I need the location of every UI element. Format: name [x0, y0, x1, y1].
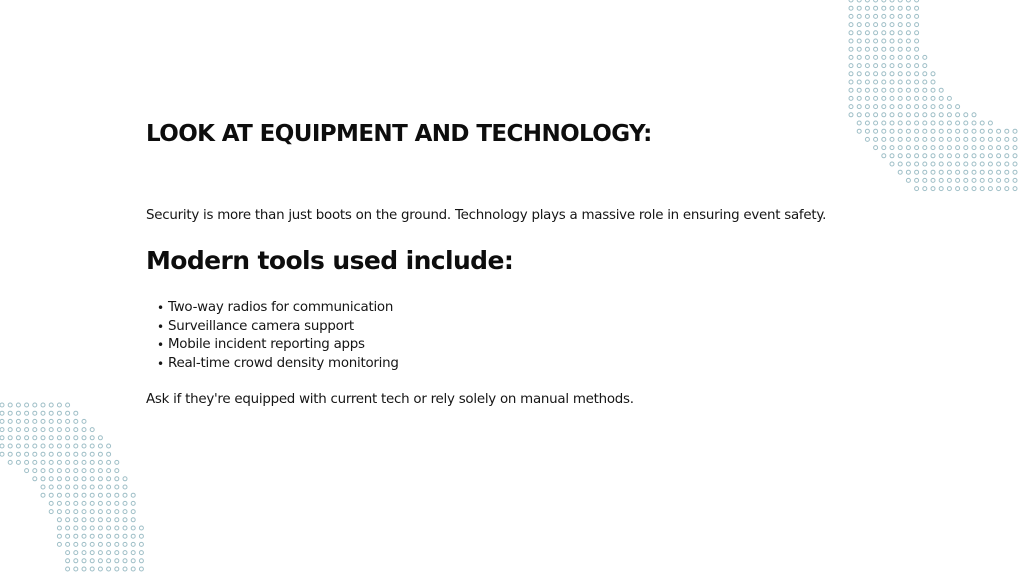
decorative-dot — [115, 501, 119, 505]
decorative-dot — [82, 510, 86, 514]
decorative-dot — [33, 477, 37, 481]
decorative-dot — [57, 403, 61, 407]
decorative-dot — [90, 469, 94, 473]
decorative-dot — [49, 403, 53, 407]
closing-paragraph: Ask if they're equipped with current tech or rely solely on manual methods. — [146, 392, 634, 407]
decorative-dot — [90, 460, 94, 464]
decorative-dot — [66, 419, 70, 423]
decorative-dot — [82, 501, 86, 505]
decorative-dot — [41, 469, 45, 473]
decorative-dot — [49, 460, 53, 464]
decorative-dot — [82, 436, 86, 440]
bullet-icon: • — [157, 356, 164, 371]
decorative-dot — [57, 419, 61, 423]
list-item-text: Mobile incident reporting apps — [168, 337, 365, 352]
decorative-dot — [107, 559, 111, 563]
decorative-dot — [57, 452, 61, 456]
decorative-dot — [107, 542, 111, 546]
decorative-dot — [107, 526, 111, 530]
decorative-dot — [33, 436, 37, 440]
decorative-dot — [115, 460, 119, 464]
decorative-dot — [57, 477, 61, 481]
decorative-dot — [41, 493, 45, 497]
decorative-dot — [33, 428, 37, 432]
decorative-dot — [33, 411, 37, 415]
decorative-dot — [41, 452, 45, 456]
decorative-dot — [57, 436, 61, 440]
decorative-dot — [25, 428, 29, 432]
decorative-dot — [98, 510, 102, 514]
decorative-dot — [57, 485, 61, 489]
decorative-dot — [139, 567, 143, 571]
decorative-dot — [0, 436, 4, 440]
decorative-dot — [74, 559, 78, 563]
decorative-dot — [74, 518, 78, 522]
decorative-dot — [57, 542, 61, 546]
decorative-dot — [98, 567, 102, 571]
decorative-dot — [74, 534, 78, 538]
decorative-dot — [74, 493, 78, 497]
decorative-dot — [66, 436, 70, 440]
decorative-dot — [66, 444, 70, 448]
decorative-dot — [90, 526, 94, 530]
decorative-dot — [8, 452, 12, 456]
decorative-dot — [74, 567, 78, 571]
decorative-dot — [123, 551, 127, 555]
decorative-dot — [107, 534, 111, 538]
decorative-dot — [90, 542, 94, 546]
decorative-dot — [8, 403, 12, 407]
decorative-dot — [74, 477, 78, 481]
decorative-dot — [74, 444, 78, 448]
decorative-dot — [98, 518, 102, 522]
decorative-dot — [8, 436, 12, 440]
decorative-dot — [25, 444, 29, 448]
decorative-dot — [82, 493, 86, 497]
decorative-dot — [57, 444, 61, 448]
decorative-dot — [41, 460, 45, 464]
decorative-dot — [66, 493, 70, 497]
decorative-dot — [90, 485, 94, 489]
list-item — [146, 299, 399, 318]
decorative-dot — [57, 510, 61, 514]
decorative-dot — [115, 485, 119, 489]
decorative-dot — [90, 559, 94, 563]
decorative-dot — [107, 452, 111, 456]
list-item-text: Surveillance camera support — [168, 318, 354, 334]
list-item — [146, 336, 399, 355]
decorative-dot — [74, 551, 78, 555]
decorative-dot — [123, 534, 127, 538]
list-item-text: Two-way radios for communication — [168, 300, 394, 315]
decorative-dot — [98, 460, 102, 464]
decorative-dot — [107, 469, 111, 473]
decorative-dot — [8, 460, 12, 464]
decorative-dot — [98, 444, 102, 448]
decorative-dot — [16, 411, 20, 415]
decorative-dot — [98, 534, 102, 538]
tools-subheading: Modern tools used include: — [146, 246, 514, 275]
decorative-dot — [66, 469, 70, 473]
decorative-dot — [25, 469, 29, 473]
decorative-dot — [33, 469, 37, 473]
decorative-dot — [82, 534, 86, 538]
decorative-dot — [82, 526, 86, 530]
decorative-dot — [49, 485, 53, 489]
decorative-dot — [82, 518, 86, 522]
decorative-dot — [66, 534, 70, 538]
decorative-dot — [107, 485, 111, 489]
list-item-text: Real-time crowd density monitoring — [168, 355, 399, 371]
decorative-dot — [66, 542, 70, 546]
decorative-dot — [82, 485, 86, 489]
decorative-dot — [115, 477, 119, 481]
decorative-dot — [98, 542, 102, 546]
decorative-dot — [49, 411, 53, 415]
decorative-dot — [90, 428, 94, 432]
decorative-dot — [115, 551, 119, 555]
decorative-dot — [41, 436, 45, 440]
decorative-dot — [123, 526, 127, 530]
intro-paragraph: Security is more than just boots on the ground. Technology plays a massive role in ensuring event safety. — [146, 208, 827, 223]
decorative-dot — [25, 419, 29, 423]
decorative-dot — [16, 419, 20, 423]
decorative-dot — [16, 460, 20, 464]
decorative-dot — [66, 501, 70, 505]
decorative-dot — [98, 477, 102, 481]
decorative-dot — [74, 452, 78, 456]
decorative-dot — [98, 526, 102, 530]
decorative-dot — [107, 551, 111, 555]
decorative-dot — [66, 518, 70, 522]
decorative-dot — [0, 444, 4, 448]
slide-heading: LOOK AT EQUIPMENT AND TECHNOLOGY: — [146, 121, 652, 147]
decorative-dot — [98, 501, 102, 505]
decorative-dot — [123, 518, 127, 522]
decorative-dot — [57, 469, 61, 473]
decorative-dot — [98, 551, 102, 555]
decorative-dot — [131, 526, 135, 530]
decorative-dot — [0, 452, 4, 456]
decorative-dot — [16, 436, 20, 440]
decorative-dot — [123, 567, 127, 571]
decorative-dot — [74, 460, 78, 464]
decorative-dot — [16, 444, 20, 448]
decorative-dot — [41, 419, 45, 423]
decorative-dot — [115, 526, 119, 530]
decorative-dot — [0, 428, 4, 432]
decorative-dot — [41, 444, 45, 448]
decorative-dot — [74, 510, 78, 514]
decorative-dot — [123, 493, 127, 497]
decorative-dot — [98, 469, 102, 473]
decorative-dot — [66, 526, 70, 530]
decorative-dot — [8, 428, 12, 432]
decorative-dot — [115, 534, 119, 538]
bullet-icon: • — [157, 319, 164, 334]
decorative-dot — [66, 485, 70, 489]
decorative-dot — [90, 477, 94, 481]
decorative-dot — [115, 493, 119, 497]
decorative-dot — [0, 419, 4, 423]
decorative-dot — [74, 501, 78, 505]
decorative-dot — [82, 452, 86, 456]
decorative-dot — [115, 510, 119, 514]
decorative-dot — [115, 469, 119, 473]
decorative-dot — [115, 567, 119, 571]
decorative-dot — [57, 493, 61, 497]
decorative-dot — [123, 485, 127, 489]
decorative-dot — [49, 428, 53, 432]
decorative-dot — [139, 534, 143, 538]
decorative-dot — [57, 518, 61, 522]
decorative-dot — [131, 567, 135, 571]
decorative-dot — [74, 419, 78, 423]
decorative-dot — [115, 559, 119, 563]
decorative-dot — [90, 551, 94, 555]
decorative-dot — [25, 403, 29, 407]
decorative-dot — [82, 419, 86, 423]
decorative-dot — [66, 452, 70, 456]
decorative-dot — [139, 551, 143, 555]
decorative-dot — [49, 444, 53, 448]
decorative-dot — [33, 419, 37, 423]
decorative-dot — [90, 501, 94, 505]
decorative-dot — [107, 501, 111, 505]
decorative-dot — [41, 428, 45, 432]
bullet-icon: • — [157, 338, 164, 352]
decorative-dot — [0, 403, 4, 407]
decorative-dot — [90, 493, 94, 497]
decorative-dot — [74, 411, 78, 415]
decorative-dot — [41, 485, 45, 489]
decorative-dot — [82, 469, 86, 473]
decorative-dot — [66, 567, 70, 571]
decorative-dot — [49, 469, 53, 473]
decorative-dot — [0, 411, 4, 415]
decorative-dot — [49, 501, 53, 505]
decorative-dot — [49, 477, 53, 481]
decorative-dot — [131, 493, 135, 497]
decorative-dot — [98, 452, 102, 456]
decorative-dot — [82, 477, 86, 481]
decorative-dot — [66, 477, 70, 481]
decorative-dot — [25, 452, 29, 456]
bullet-icon: • — [157, 301, 164, 315]
decorative-dot — [74, 428, 78, 432]
decorative-dot — [57, 501, 61, 505]
decorative-dot — [33, 444, 37, 448]
decorative-dot — [123, 542, 127, 546]
decorative-dot — [41, 411, 45, 415]
decorative-dot — [98, 436, 102, 440]
decorative-dot — [107, 477, 111, 481]
decorative-dot — [115, 518, 119, 522]
decorative-dot — [82, 460, 86, 464]
decorative-dot — [107, 567, 111, 571]
decorative-dot — [82, 567, 86, 571]
decorative-dot — [90, 534, 94, 538]
decorative-dot — [74, 542, 78, 546]
decorative-dot — [139, 559, 143, 563]
decorative-dot — [49, 510, 53, 514]
decorative-dot — [74, 436, 78, 440]
decorative-dot — [16, 452, 20, 456]
decorative-dot — [131, 501, 135, 505]
list-item — [146, 318, 399, 337]
decorative-dot — [139, 526, 143, 530]
decorative-dot — [66, 428, 70, 432]
decorative-dot — [49, 493, 53, 497]
decorative-dot — [107, 518, 111, 522]
decorative-dot — [33, 452, 37, 456]
decorative-dot — [66, 460, 70, 464]
decorative-dot — [107, 510, 111, 514]
decorative-dot — [16, 428, 20, 432]
decorative-dot — [8, 444, 12, 448]
decorative-dot — [107, 460, 111, 464]
decorative-dot — [123, 501, 127, 505]
decorative-dot — [90, 452, 94, 456]
decorative-dot — [33, 460, 37, 464]
decorative-dot — [90, 510, 94, 514]
decorative-dot — [57, 411, 61, 415]
decorative-dot — [82, 444, 86, 448]
decorative-dot — [66, 510, 70, 514]
decorative-dot — [123, 477, 127, 481]
decorative-dot — [90, 567, 94, 571]
decorative-dot — [131, 559, 135, 563]
decorative-dot — [49, 419, 53, 423]
decorative-dot — [123, 559, 127, 563]
decorative-dot — [90, 444, 94, 448]
decorative-dot — [74, 526, 78, 530]
decorative-dot — [74, 469, 78, 473]
decorative-dot — [82, 542, 86, 546]
decorative-dot — [131, 518, 135, 522]
decorative-dot — [66, 551, 70, 555]
decorative-dot — [33, 403, 37, 407]
decorative-dot — [123, 510, 127, 514]
decorative-dot — [49, 452, 53, 456]
decorative-dot — [131, 542, 135, 546]
decorative-dot — [107, 493, 111, 497]
decorative-dot — [57, 460, 61, 464]
decorative-dot — [131, 534, 135, 538]
list-item — [146, 355, 399, 374]
decorative-dot — [131, 551, 135, 555]
decorative-dot — [139, 542, 143, 546]
decorative-dot — [90, 518, 94, 522]
decorative-dot — [66, 411, 70, 415]
decorative-dot — [115, 542, 119, 546]
decorative-dot — [131, 510, 135, 514]
decorative-dot — [66, 559, 70, 563]
decorative-dot — [25, 460, 29, 464]
decorative-dot — [82, 559, 86, 563]
decorative-dot — [66, 403, 70, 407]
decorative-dot — [98, 559, 102, 563]
decorative-dot — [98, 485, 102, 489]
decorative-dot — [57, 526, 61, 530]
decorative-dot — [74, 485, 78, 489]
decorative-dot — [107, 444, 111, 448]
decorative-dot — [82, 428, 86, 432]
decorative-dot — [57, 428, 61, 432]
decorative-dot — [41, 403, 45, 407]
decorative-dot — [8, 419, 12, 423]
decorative-dot — [41, 477, 45, 481]
decorative-dot — [57, 534, 61, 538]
decorative-dot — [25, 411, 29, 415]
decorative-dot — [16, 403, 20, 407]
decorative-dot — [82, 551, 86, 555]
decorative-dot — [8, 411, 12, 415]
decorative-dot — [90, 436, 94, 440]
decorative-dot — [25, 436, 29, 440]
decorative-dot — [49, 436, 53, 440]
tools-list — [146, 299, 399, 373]
decorative-dot — [98, 493, 102, 497]
